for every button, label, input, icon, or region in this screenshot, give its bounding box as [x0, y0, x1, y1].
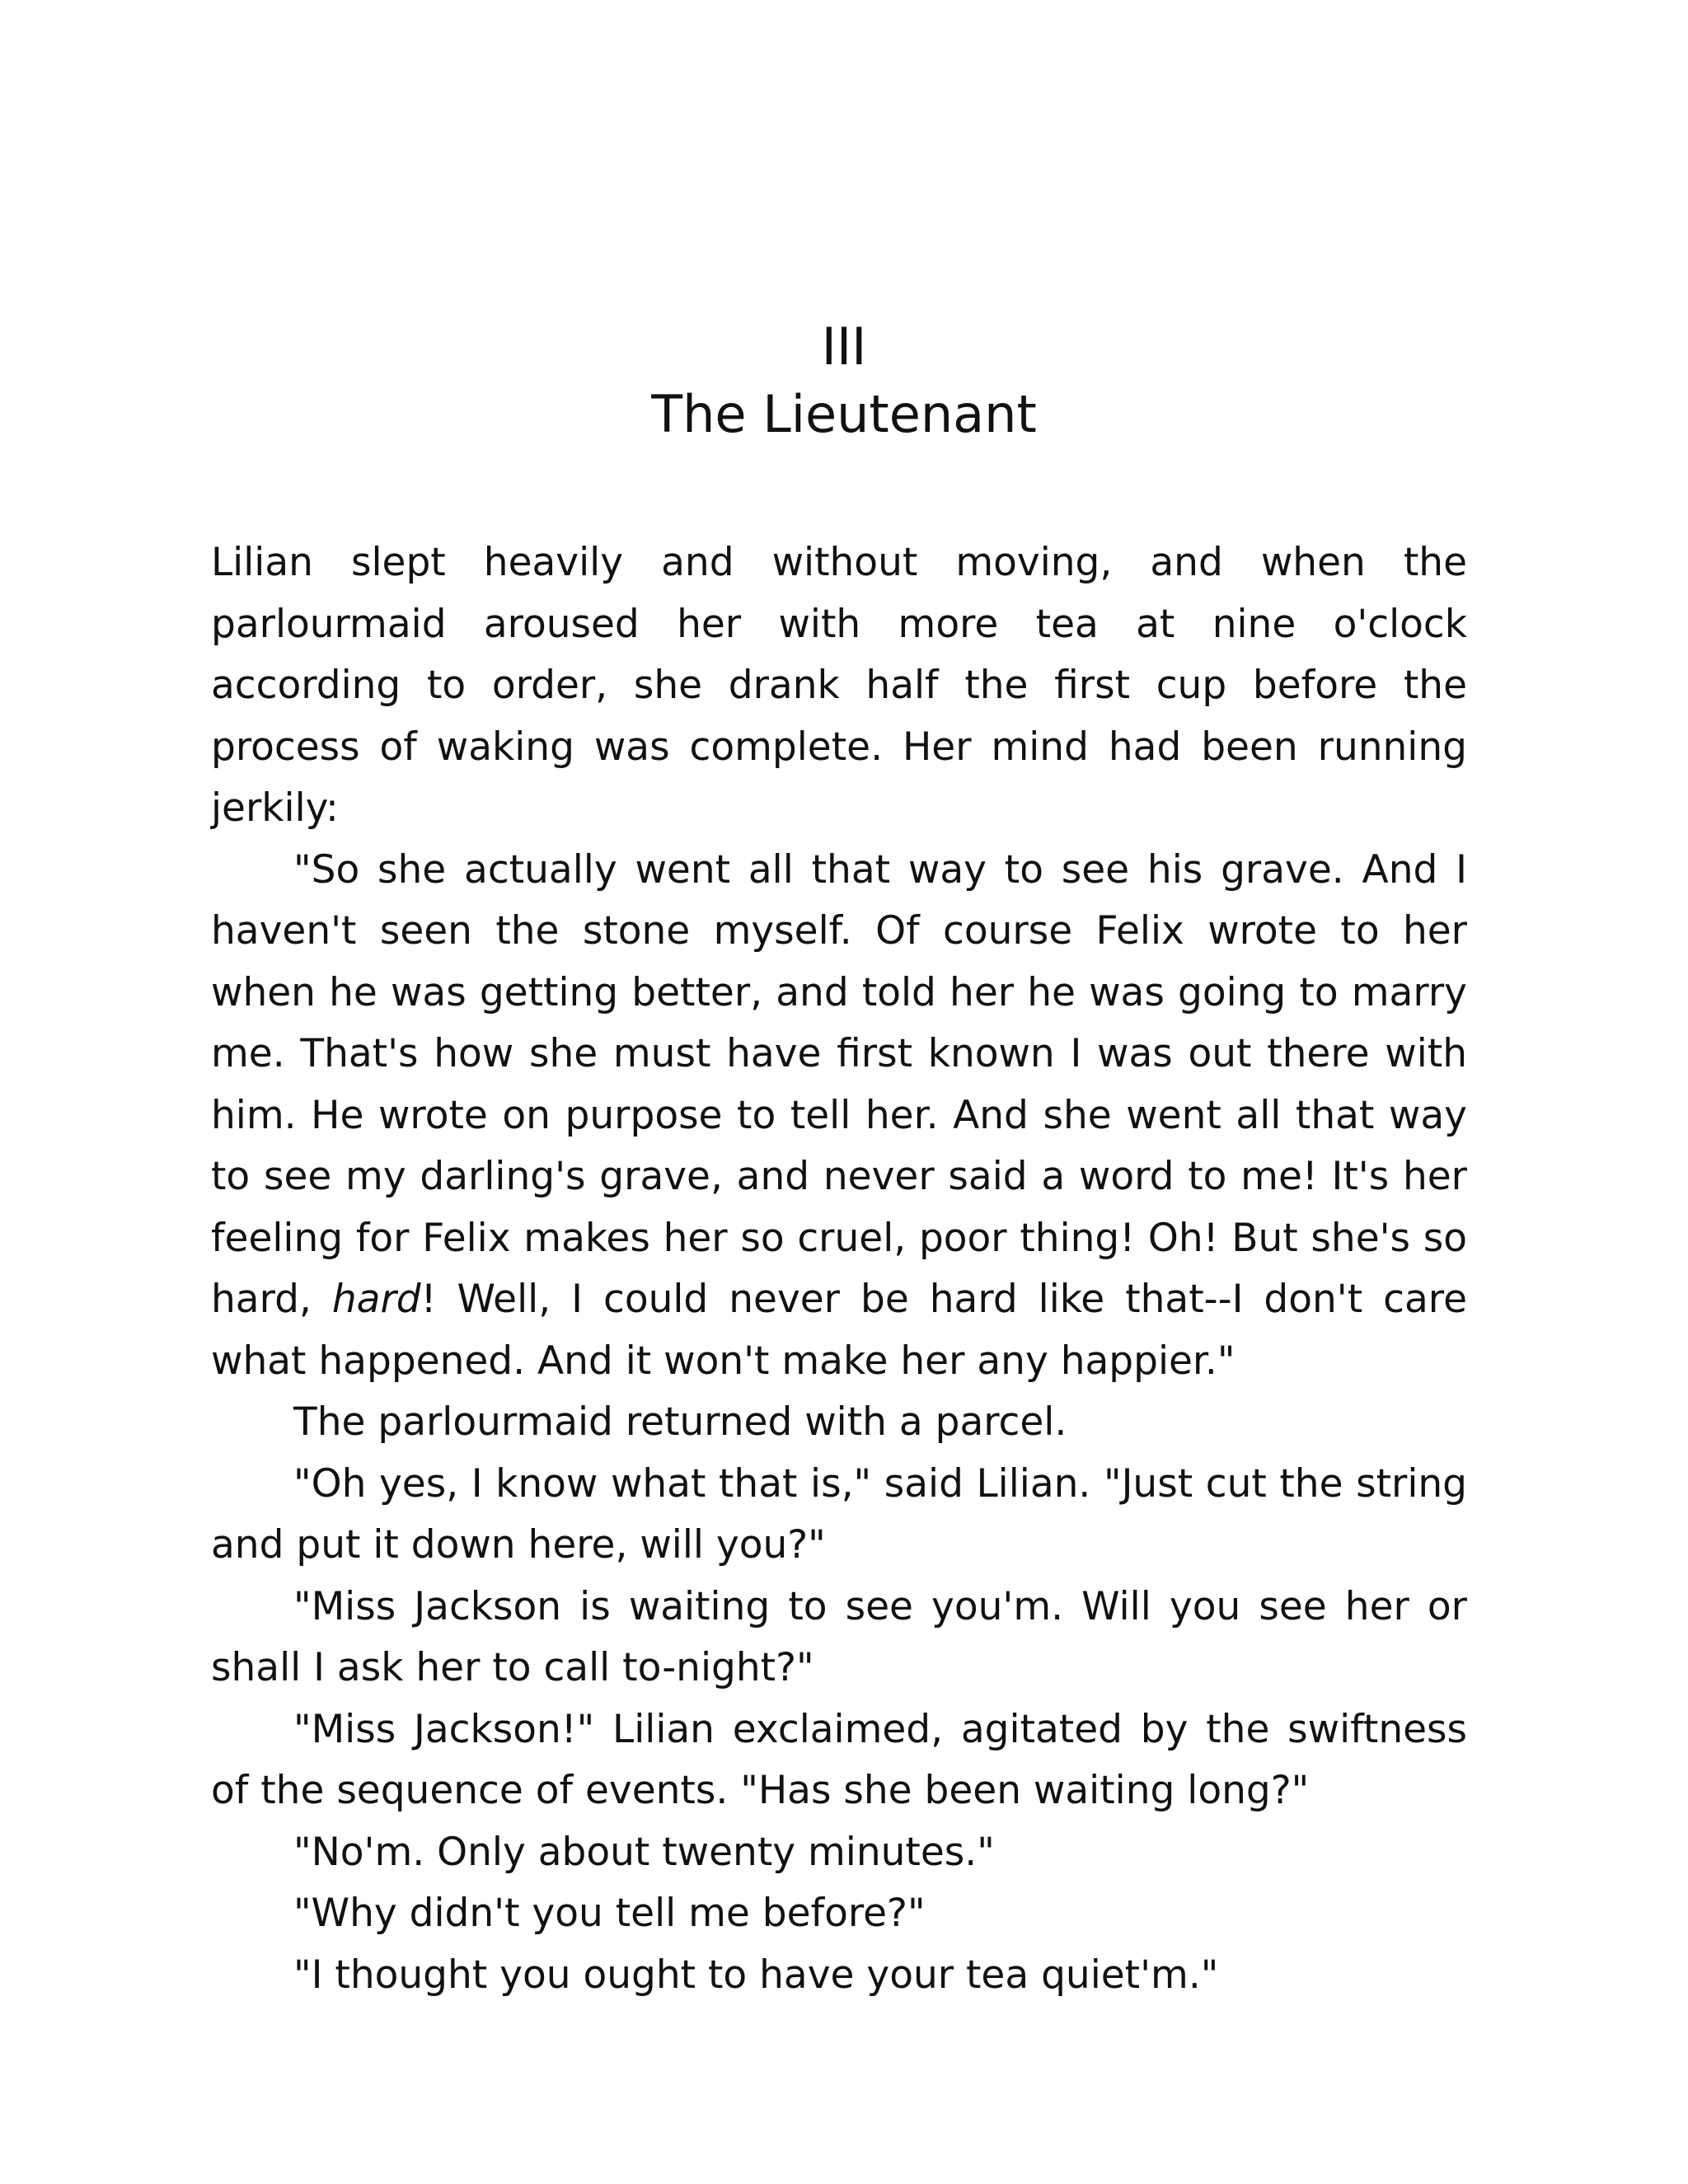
chapter-heading: [0, 313, 1688, 448]
paragraph-7: "No'm. Only about twenty minutes.": [293, 1829, 995, 1875]
paragraph-2-emphasis: hard: [331, 1277, 421, 1322]
paragraph-2: [211, 840, 1467, 1393]
paragraph-3: The parlourmaid returned with a parcel.: [293, 1399, 1067, 1445]
paragraph-6: "Miss Jackson!" Lilian exclaimed, agitated by the swiftness of the sequence of events. "Has she been waiting long?": [211, 1706, 1467, 1813]
paragraph-2-after: ! Well, I could never be hard like that--I don't care what happened. And it won't make her any happier.": [211, 1277, 1467, 1384]
paragraph-5: "Miss Jackson is waiting to see you'm. Will you see her or shall I ask her to call to-night?": [211, 1583, 1467, 1690]
chapter-title: The Lieutenant: [651, 384, 1037, 444]
chapter-body: [211, 532, 1467, 2006]
paragraph-2-before: "So she actually went all that way to see his grave. And I haven't seen the stone myself. Of course Felix wrote to her when he was getting better, and told her he was going to marry me. That's how she must have first known I was out there with him. He wrote on purpose to tell her. And she went all that way to see my darling's grave, and never said a word to me! It's her feeling for Felix makes her so cruel, poor thing! Oh! But she's so hard,: [211, 846, 1467, 1322]
paragraph-9: "I thought you ought to have your tea quiet'm.": [293, 1952, 1219, 1998]
paragraph-4: "Oh yes, I know what that is," said Lilian. "Just cut the string and put it down here, will you?": [211, 1460, 1467, 1568]
paragraph-8: "Why didn't you tell me before?": [293, 1891, 926, 1936]
paragraph-1: Lilian slept heavily and without moving, and when the parlourmaid aroused her with more tea at nine o'clock according to order, she drank half the first cup before the process of waking was complete. Her mind had been running jerkily:: [211, 540, 1467, 831]
chapter-number: III: [821, 316, 867, 377]
